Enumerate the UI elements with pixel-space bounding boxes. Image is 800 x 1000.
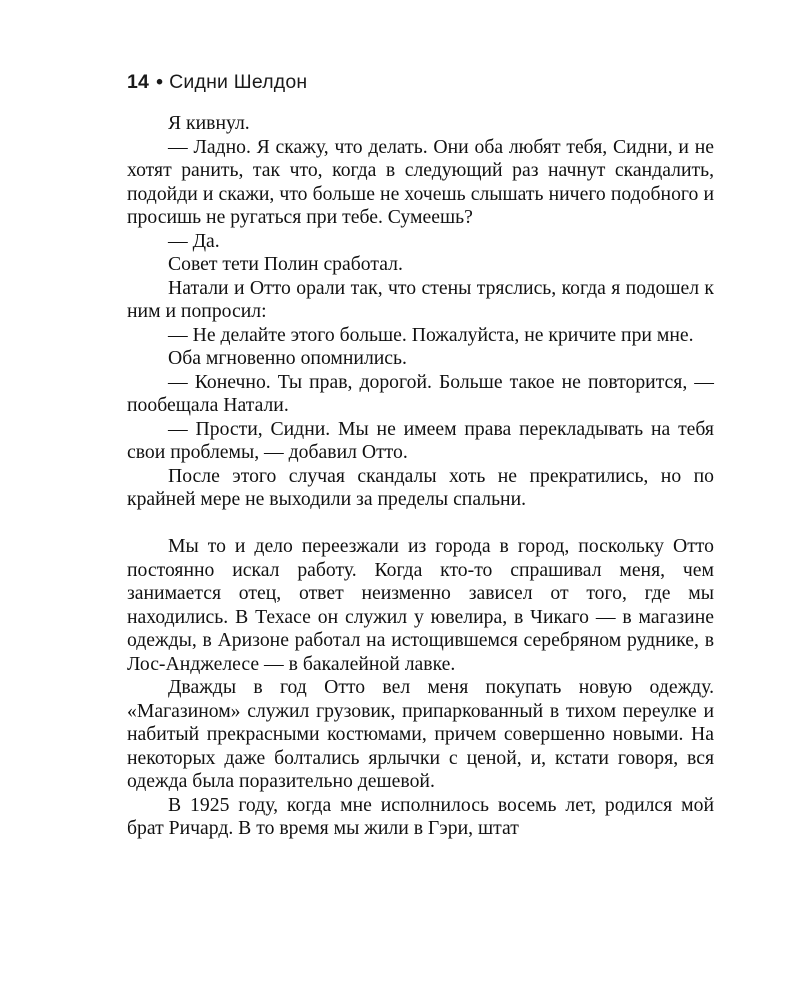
page-number: 14 [127, 71, 150, 93]
paragraph: Я кивнул. [168, 112, 250, 134]
paragraph: Дважды в год Отто вел меня покупать новую одежду. «Магазином» служил грузовик, припаркованный в тихом переулке и набитый прекрасными костюмами, причем совершенно новыми. На некоторых даже болтались ярлычки с ценой, и, кстати говоря, вся одежда была поразительно дешевой. [127, 676, 714, 792]
paragraph: Натали и Отто орали так, что стены тряслись, когда я подошел к ним и попросил: [127, 276, 714, 322]
body-text [127, 112, 714, 841]
paragraph: После этого случая скандалы хоть не прекратились, но по крайней мере не выходили за пределы спальни. [127, 464, 714, 510]
paragraph: Мы то и дело переезжали из города в город, поскольку Отто постоянно искал работу. Когда кто-то спрашивал меня, чем занимается отец, ответ неизменно зависел от того, где мы находились. В Техасе он служил у ювелира, в Чикаго — в магазине одежды, в Аризоне работал на истощившемся серебряном руднике, в Лос-Анджелесе — в бакалейной лавке. [127, 535, 714, 675]
paragraph: — Конечно. Ты прав, дорогой. Больше такое не повторится, — пообещала Натали. [127, 370, 714, 416]
paragraph: — Ладно. Я скажу, что делать. Они оба любят тебя, Сидни, и не хотят ранить, так что, когда в следующий раз начнут скандалить, подойди и скажи, что больше не хочешь слышать ничего подобного и просишь не ругаться при тебе. Сумеешь? [127, 135, 714, 228]
header-separator: • [156, 71, 164, 93]
running-header [127, 71, 307, 94]
author-name: Сидни Шелдон [169, 71, 308, 93]
paragraph: В 1925 году, когда мне исполнилось восемь лет, родился мой брат Ричард. В то время мы жили в Гэри, штат [127, 793, 714, 839]
paragraph: Совет тети Полин сработал. [168, 253, 403, 275]
paragraph: Оба мгновенно опомнились. [168, 347, 407, 369]
paragraph: — Да. [168, 229, 220, 252]
paragraph: — Не делайте этого больше. Пожалуйста, не кричите при мне. [168, 323, 694, 346]
paragraph: — Прости, Сидни. Мы не имеем права перекладывать на тебя свои проблемы, — добавил Отто. [127, 417, 714, 463]
